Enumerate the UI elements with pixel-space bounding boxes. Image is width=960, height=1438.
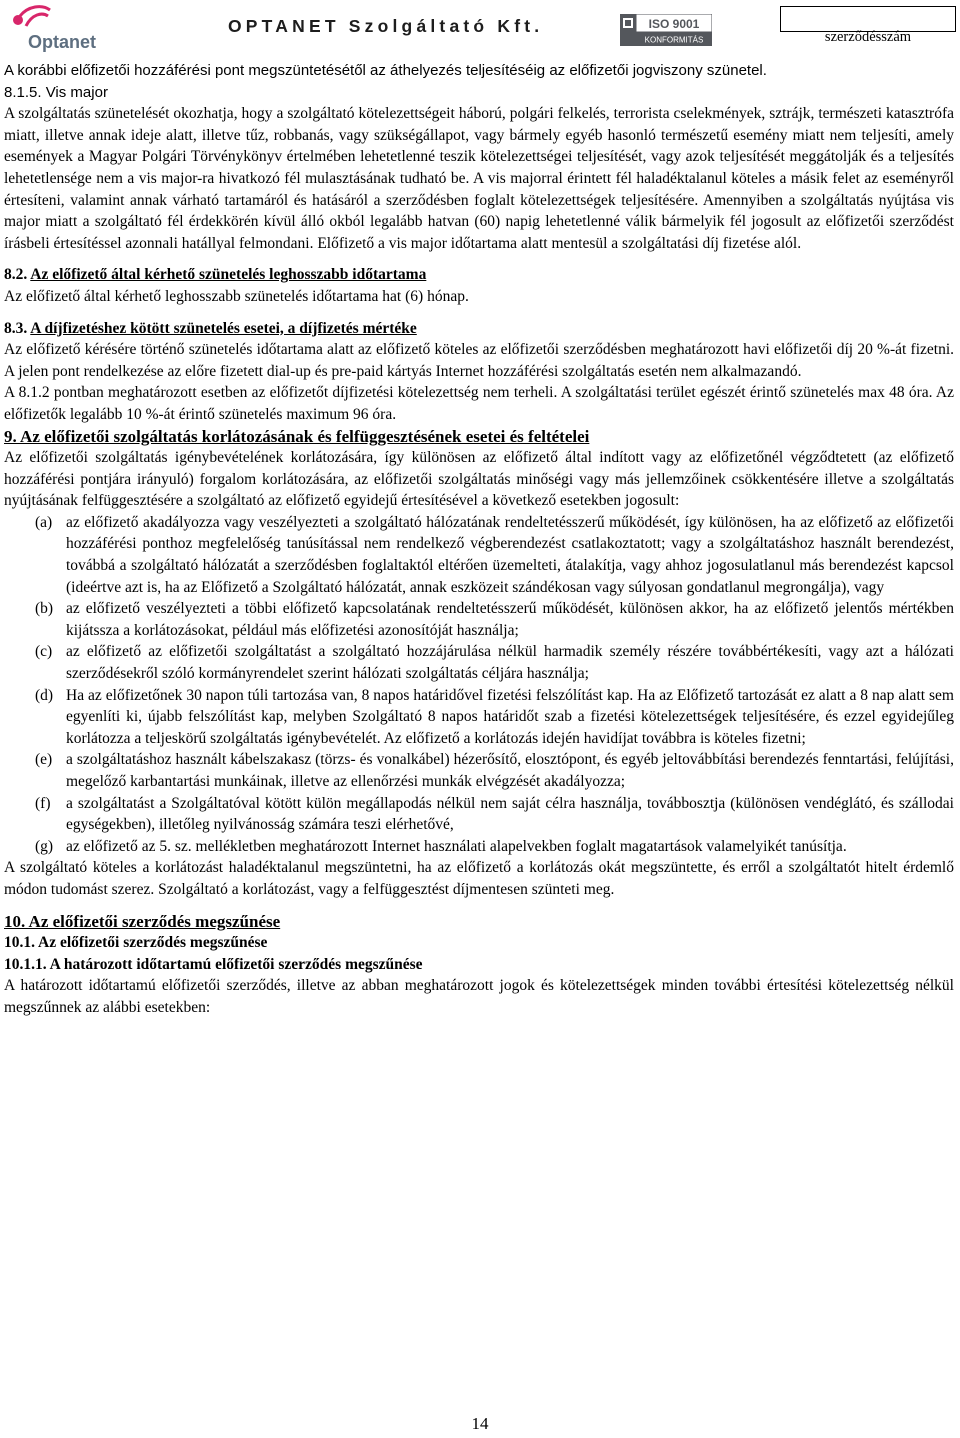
list-label: (g) bbox=[35, 837, 54, 855]
list-label: (e) bbox=[35, 751, 53, 769]
company-name: OPTANET Szolgáltató Kft. bbox=[228, 16, 544, 36]
page-header bbox=[0, 0, 960, 60]
iso-9001-badge bbox=[620, 14, 712, 46]
list-text: az előfizető az előfizetői szolgáltatást a szolgáltató hozzájárulása nélkül harmadik személy részére továbbértékesíti, vagy azt a hálózati szerződésekről szóló kormányrendelet szerint hálózati szolgáltatás céljára használja; bbox=[66, 643, 954, 683]
list-text: az előfizető akadályozza vagy veszélyezteti a szolgáltató hálózatának rendeltetésszerű működését, így különösen, ha az előfizető az előfizetői hozzáférési ponthoz megfelelőség tanúsítással nem rendelkező végberendezést csatlakoztatott; vagy a szolgáltatáshoz használt berendezést, továbbá a szolgáltató hálózatát a szerződésben foglaltaktól eltérően üzemelteti, átalakítja, vagy ahhoz jogosulatlanul más berendezést kapcsol (ideértve azt is, ha az Előfizető a Szolgáltató hálózatát, annak eszközeit szándékosan vagy súlyosan gondatlanul megrongálja), vagy bbox=[66, 513, 954, 596]
paragraph-8-3-b: A 8.1.2 pontban meghatározott esetben az előfizetőt díjfizetési kötelezettség nem terheli. A szolgáltatási terület egészét érintő szünetelés max 48 óra. Az előfizetők legalább 10 %-át érintő szünetelés maximum 96 óra. bbox=[4, 384, 954, 423]
list-label: (f) bbox=[35, 794, 51, 812]
paragraph-section-9: Az előfizetői szolgáltatás igénybevételének korlátozására, így különösen az előfizető által indított vagy az előfizetőnél végződtetett (az előfizető hozzáférési pontjára irányuló) forgalom korlátozására, az előfizetői szolgáltatás minőségi vagy más jellemzőinek csökkentésére illetve a szolgáltatás nyújtásának felfüggesztésére a szolgáltató az előfizető egyidejű értesítésével a következő esetekben jogosult: bbox=[4, 449, 954, 510]
logo-text: Optanet bbox=[28, 32, 97, 52]
list-label: (b) bbox=[35, 600, 54, 618]
paragraph-section-9-closing: A szolgáltató köteles a korlátozást haladéktalanul megszüntetni, ha az előfizető a korlátozás okát megszüntette, és erről a szolgáltatót hitelt érdemlő módon tudomást szerez. Szolgáltató a korlátozást, vagy a felfüggesztést díjmentesen szünteti meg. bbox=[4, 859, 954, 898]
list-text: a szolgáltatáshoz használt kábelszakasz (törzs- és vonalkábel) hézerősítő, elosztópont, és egyéb jeltovábbítási berendezés fenntartási, felújítási, megelőző karbantartási munkáinak, illetve az ellenőrzési munkák elvégzését akadályozza; bbox=[66, 751, 954, 790]
list-label: (d) bbox=[35, 686, 54, 704]
document-body bbox=[4, 60, 954, 1019]
heading-10-1: 10.1. Az előfizetői szerződés megszűnése bbox=[4, 934, 268, 952]
list-text: Ha az előfizetőnek 30 napon túli tartozása van, 8 napos határidővel fizetési felszólítást kap. Ha az Előfizető tartozását ez alatt a 8 nap alatt sem egyenlíti ki, újabb felszólítást kap, melyben Szolgáltató 8 napos határidőt szab a fizetési kötelezettségek teljesítésére, és ezzel egyidejűleg korlátozza a teljeskörű szolgáltatás igénybevételét. Az előfizető a korlátozás idején havidíjat továbbra is köteles fizetni; bbox=[66, 686, 954, 747]
list-item-f bbox=[4, 793, 954, 836]
list-text: az előfizető az 5. sz. mellékletben meghatározott Internet használati alapelvekben foglalt magatartások valamelyikét tanúsítja. bbox=[66, 837, 847, 855]
paragraph-10-1-1: A határozott időtartamú előfizetői szerződés, illetve az abban meghatározott jogok és kötelezettségek minden további értesítési kötelezettség nélkül megszűnnek az alábbi esetekben: bbox=[4, 977, 954, 1016]
heading-8-2-title: Az előfizető által kérhető szünetelés leghosszabb időtartama bbox=[30, 266, 427, 284]
list-item-a bbox=[4, 512, 954, 598]
list-item-g bbox=[4, 836, 954, 858]
paragraph-8-2: Az előfizető által kérhető leghosszabb szünetelés időtartama hat (6) hónap. bbox=[4, 287, 469, 305]
list-text: az előfizető veszélyezteti a többi előfizető kapcsolatának rendeltetésszerű működését, különösen akkor, ha az előfizető jelentős mértékben kijátssza a korlátozásokat, például más előfizetési azonosítóját használja; bbox=[66, 600, 954, 639]
list-label: (c) bbox=[35, 643, 53, 661]
paragraph-vis-major: A szolgáltatás szünetelését okozhatja, hogy a szolgáltató kötelezettségeit háború, polgári felkelés, terrorista cselekmények, sztrájk, természeti katasztrófa miatt, illetve annak ideje alatt, illetve tűz, robbanás, vagy szükségállapot, vagy bármely egyéb hasonló természetű esemény miatt nem teljesíti, amely események a Magyar Polgári Törvénykönyv értelmében lehetetlenné teszik kötelezettségei teljesítését, vagy azok teljesítését meggátolják és a teljesítés lehetetlensége nem a vis major-ra hivatkozó fél mulasztásának tudható be. A vis majorral érintett fél haladéktalanul köteles a másik felet az eseményről értesíteni, valamint annak várható tartamáról és hatásáról a szerződésben foglalt kötelezettségek teljesítésére. Amennyiben a szolgáltatás nyújtása vis major miatt a szolgáltató fél érdekkörén kívül álló okból legalább hatvan (60) napig lehetetlenné válik bármelyik fél jogosult az előfizetői szerződést írásbeli értesítéssel azonnali hatállyal felmondani. Előfizető a vis major időtartama alatt mentesül a szolgáltatási díj fizetése alól. bbox=[4, 105, 954, 252]
heading-section-9: 9. Az előfizetői szolgáltatás korlátozásának és felfüggesztésének esetei és feltételei bbox=[4, 426, 590, 446]
heading-8-2 bbox=[4, 264, 954, 286]
optanet-logo bbox=[6, 4, 126, 54]
list-item-b bbox=[4, 598, 954, 641]
heading-8-3-number: 8.3. bbox=[4, 319, 28, 337]
heading-8-1-5: 8.1.5. Vis major bbox=[4, 83, 108, 101]
page-number: 14 bbox=[471, 1414, 489, 1433]
heading-8-3 bbox=[4, 318, 954, 340]
paragraph-intro: A korábbi előfizetői hozzáférési pont megszüntetésétől az áthelyezés teljesítéséig az előfizetői jogviszony szünetel. bbox=[4, 62, 767, 79]
list-text: a szolgáltatást a Szolgáltatóval kötött külön megállapodás nélkül nem saját célra használja, továbbosztja (különösen vendéglátó, és szállodai egységekben), illetőleg nyilvánosság számára teszi elérhetővé, bbox=[66, 794, 954, 834]
paragraph-8-3-a: Az előfizető kérésére történő szünetelés időtartama alatt az előfizető köteles az előfizetői szerződésben meghatározott havi előfizetői díj 20 %-át fizetni. A jelen pont rendelkezése az előre fizetett dial-up és pre-paid kártyás Internet hozzáférési szolgáltatás esetén nem alkalmazandó. bbox=[4, 341, 954, 380]
list-item-e bbox=[4, 749, 954, 792]
heading-section-10: 10. Az előfizetői szerződés megszűnése bbox=[4, 911, 281, 931]
heading-10-1-1: 10.1.1. A határozott időtartamú előfizetői szerződés megszűnése bbox=[4, 955, 423, 973]
heading-8-2-number: 8.2. bbox=[4, 266, 28, 284]
list-item-c bbox=[4, 641, 954, 684]
iso-title: ISO 9001 bbox=[648, 17, 700, 31]
list-label: (a) bbox=[35, 513, 53, 531]
list-item-d bbox=[4, 685, 954, 750]
heading-8-3-title: A díjfizetéshez kötött szünetelés esetei, a díjfizetés mértéke bbox=[30, 319, 417, 337]
contract-number-label: szerződésszám bbox=[824, 29, 912, 45]
iso-subtitle: KONFORMITÁS bbox=[644, 35, 704, 45]
